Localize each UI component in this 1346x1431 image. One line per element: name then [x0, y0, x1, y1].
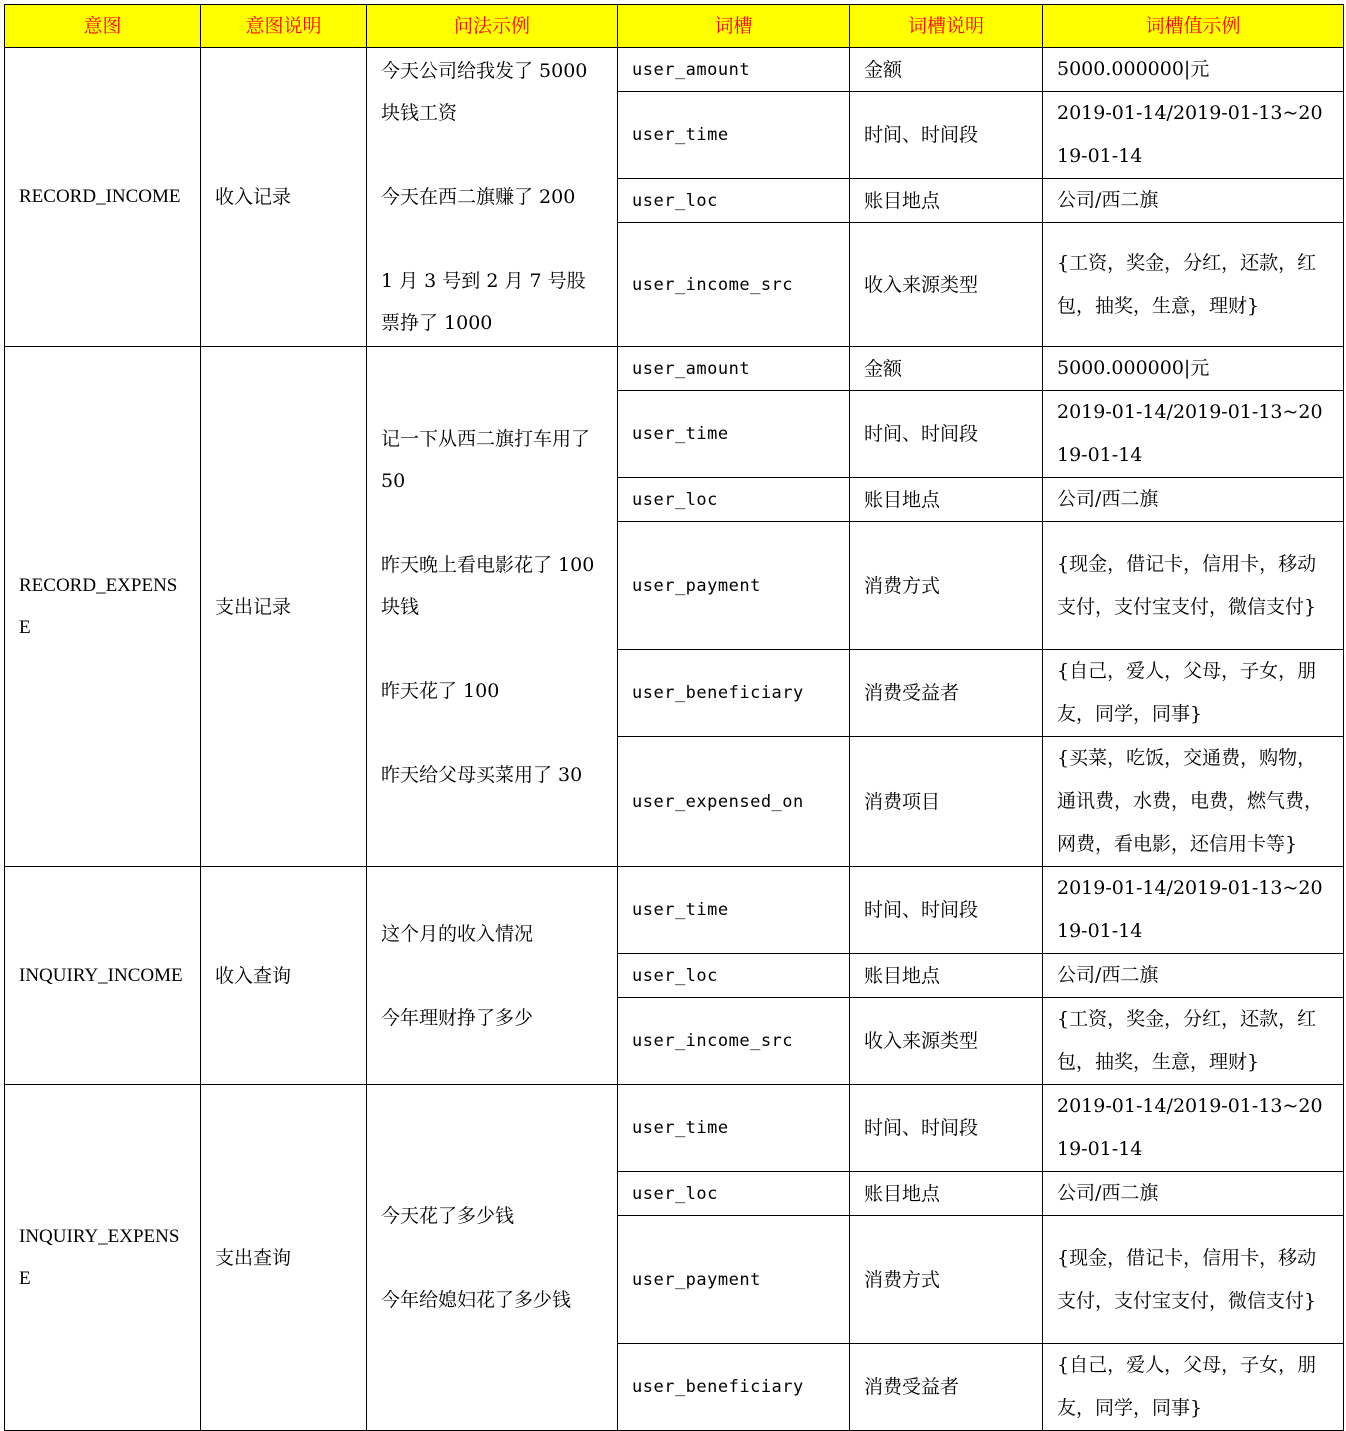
table-row — [5, 867, 1344, 954]
slot-name-cell: user_amount — [618, 347, 850, 391]
slot-description-cell: 消费方式 — [850, 1216, 1043, 1344]
slot-value-examples-cell: 2019-01-14/2019-01-13~2019-01-14 — [1043, 391, 1344, 478]
table-row — [5, 1085, 1344, 1172]
intent-description-cell: 支出查询 — [201, 1085, 367, 1431]
slot-value-examples-cell: 5000.000000|元 — [1043, 347, 1344, 391]
example-utterances-cell — [367, 48, 618, 347]
slot-value-examples-cell: 公司/西二旗 — [1043, 179, 1344, 223]
table-row — [5, 347, 1344, 391]
example-utterances-cell — [367, 867, 618, 1085]
slot-value-examples-cell: {现金，借记卡，信用卡，移动支付，支付宝支付，微信支付} — [1043, 1216, 1344, 1344]
header-intent: 意图 — [5, 5, 201, 48]
slot-value-examples-cell: {现金，借记卡，信用卡，移动支付，支付宝支付，微信支付} — [1043, 522, 1344, 650]
slot-description-cell: 消费方式 — [850, 522, 1043, 650]
intent-cell: INQUIRY_EXPENSE — [5, 1085, 201, 1431]
slot-name-cell: user_time — [618, 867, 850, 954]
slot-description-cell: 账目地点 — [850, 179, 1043, 223]
example-utterances-cell — [367, 1085, 618, 1431]
slot-value-examples-cell: {自己，爱人，父母，子女，朋友，同学，同事} — [1043, 1344, 1344, 1431]
slot-name-cell: user_beneficiary — [618, 650, 850, 737]
intent-cell: RECORD_INCOME — [5, 48, 201, 347]
example-utterances-cell — [367, 347, 618, 867]
slot-value-examples-cell: 2019-01-14/2019-01-13~2019-01-14 — [1043, 1085, 1344, 1172]
slot-description-cell: 账目地点 — [850, 478, 1043, 522]
example-utterance: 今年理财挣了多少 — [381, 1006, 534, 1029]
slot-value-examples-cell: 公司/西二旗 — [1043, 954, 1344, 998]
slot-name-cell: user_beneficiary — [618, 1344, 850, 1431]
slot-description-cell: 消费受益者 — [850, 1344, 1043, 1431]
example-utterance: 昨天花了 100 — [381, 679, 500, 702]
example-utterance: 这个月的收入情况 — [381, 922, 534, 945]
header-slot-description: 词槽说明 — [850, 5, 1043, 48]
slot-description-cell: 金额 — [850, 48, 1043, 92]
slot-description-cell: 时间、时间段 — [850, 92, 1043, 179]
slot-value-examples-cell: 公司/西二旗 — [1043, 1172, 1344, 1216]
slot-value-examples-cell: {工资，奖金，分红，还款，红包，抽奖，生意，理财} — [1043, 998, 1344, 1085]
slot-name-cell: user_income_src — [618, 223, 850, 347]
slot-description-cell: 时间、时间段 — [850, 391, 1043, 478]
slot-value-examples-cell: 2019-01-14/2019-01-13~2019-01-14 — [1043, 867, 1344, 954]
header-slot-value-examples: 词槽值示例 — [1043, 5, 1344, 48]
slot-description-cell: 收入来源类型 — [850, 223, 1043, 347]
example-utterance: 昨天给父母买菜用了 30 — [381, 763, 583, 786]
slot-name-cell: user_loc — [618, 179, 850, 223]
slot-description-cell: 账目地点 — [850, 1172, 1043, 1216]
example-utterance: 记一下从西二旗打车用了 50 — [381, 427, 591, 492]
slot-name-cell: user_loc — [618, 478, 850, 522]
intent-slot-table — [4, 4, 1344, 1431]
slot-description-cell: 消费受益者 — [850, 650, 1043, 737]
slot-description-cell: 消费项目 — [850, 737, 1043, 867]
slot-name-cell: user_loc — [618, 954, 850, 998]
slot-description-cell: 收入来源类型 — [850, 998, 1043, 1085]
example-utterance: 今天花了多少钱 — [381, 1204, 515, 1227]
slot-name-cell: user_time — [618, 1085, 850, 1172]
intent-cell: RECORD_EXPENSE — [5, 347, 201, 867]
example-utterance: 昨天晚上看电影花了 100 块钱 — [381, 553, 595, 618]
slot-description-cell: 时间、时间段 — [850, 867, 1043, 954]
slot-value-examples-cell: {自己，爱人，父母，子女，朋友，同学，同事} — [1043, 650, 1344, 737]
table-row — [5, 48, 1344, 92]
header-row — [5, 5, 1344, 48]
slot-value-examples-cell: {买菜，吃饭，交通费，购物，通讯费，水费，电费，燃气费，网费，看电影，还信用卡等} — [1043, 737, 1344, 867]
header-slot: 词槽 — [618, 5, 850, 48]
slot-description-cell: 金额 — [850, 347, 1043, 391]
slot-name-cell: user_time — [618, 391, 850, 478]
slot-name-cell: user_amount — [618, 48, 850, 92]
header-example-utterances: 问法示例 — [367, 5, 618, 48]
slot-name-cell: user_expensed_on — [618, 737, 850, 867]
slot-value-examples-cell: {工资，奖金，分红，还款，红包，抽奖，生意，理财} — [1043, 223, 1344, 347]
slot-name-cell: user_payment — [618, 522, 850, 650]
intent-description-cell: 收入查询 — [201, 867, 367, 1085]
slot-name-cell: user_loc — [618, 1172, 850, 1216]
example-utterance: 今天在西二旗赚了 200 — [381, 186, 576, 208]
slot-value-examples-cell: 2019-01-14/2019-01-13~2019-01-14 — [1043, 92, 1344, 179]
intent-description-cell: 支出记录 — [201, 347, 367, 867]
example-utterance: 1 月 3 号到 2 月 7 号股票挣了 1000 — [381, 270, 586, 334]
slot-description-cell: 账目地点 — [850, 954, 1043, 998]
slot-value-examples-cell: 5000.000000|元 — [1043, 48, 1344, 92]
slot-name-cell: user_income_src — [618, 998, 850, 1085]
header-intent-description: 意图说明 — [201, 5, 367, 48]
slot-value-examples-cell: 公司/西二旗 — [1043, 478, 1344, 522]
slot-description-cell: 时间、时间段 — [850, 1085, 1043, 1172]
intent-cell: INQUIRY_INCOME — [5, 867, 201, 1085]
example-utterance: 今天公司给我发了 5000 块钱工资 — [381, 60, 588, 124]
example-utterance: 今年给媳妇花了多少钱 — [381, 1288, 572, 1311]
slot-name-cell: user_time — [618, 92, 850, 179]
intent-description-cell: 收入记录 — [201, 48, 367, 347]
slot-name-cell: user_payment — [618, 1216, 850, 1344]
